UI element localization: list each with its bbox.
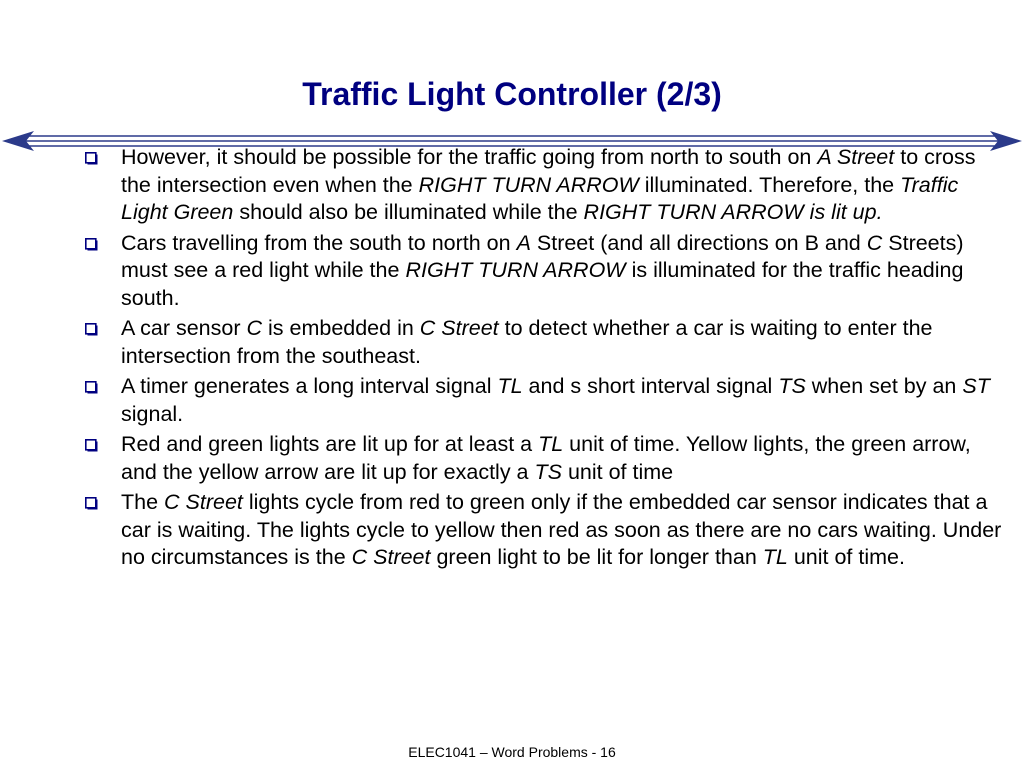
bullet-text: Streets) must see a red light while the xyxy=(121,230,964,282)
bullet-text-italic: C Street xyxy=(419,316,499,340)
bullet-item xyxy=(82,431,1002,486)
bullet-text: should also be illuminated while the xyxy=(233,200,584,224)
bullet-text-italic: RIGHT TURN ARROW is lit up. xyxy=(583,200,883,224)
bullet-text: and s short interval signal xyxy=(522,374,779,398)
bullet-text: illuminated. Therefore, the xyxy=(638,172,901,197)
bullet-list xyxy=(82,144,1002,575)
bullet-text: is embedded in xyxy=(262,316,420,340)
bullet-text: Street (and all directions on B and xyxy=(530,230,867,255)
bullet-text-italic: C Street xyxy=(351,545,431,569)
hollow-square-bullet-icon xyxy=(85,439,98,452)
bullet-text-italic: ST xyxy=(962,374,990,398)
hollow-square-bullet-icon xyxy=(85,381,98,394)
bullet-text: Red and green lights are lit up for at least a xyxy=(121,432,539,456)
bullet-text-italic: TL xyxy=(538,432,564,456)
bullet-text: to detect whether a car is waiting to enter the intersection from the southeast. xyxy=(121,316,933,368)
bullet-text: unit of time. Yellow lights, the green arrow, and the yellow arrow are lit up for exactly a xyxy=(121,432,971,484)
bullet-item xyxy=(82,230,1002,313)
hollow-square-bullet-icon xyxy=(85,152,98,165)
bullet-text-italic: C Street xyxy=(164,490,243,514)
bullet-text: when set by an xyxy=(805,374,963,398)
bullet-text: However, it should be possible for the traffic going from north to south on xyxy=(121,145,818,169)
bullet-text-italic: C xyxy=(246,316,263,340)
bullet-text: A timer generates a long interval signal xyxy=(121,374,498,398)
bullet-text: unit of time. xyxy=(787,545,905,569)
bullet-text: lights cycle from red to green only if the embedded car sensor indicates that a car is waiting. The lights cycle to yellow then red as soon as there are no cars waiting. Under no circumstances is the xyxy=(121,490,1002,569)
bullet-text-italic: TL xyxy=(762,545,788,569)
bullet-text-italic: RIGHT TURN ARROW xyxy=(405,258,626,282)
hollow-square-bullet-icon xyxy=(85,323,98,336)
bullet-text-italic: A Street xyxy=(817,145,895,169)
bullet-text: is illuminated for the traffic heading south. xyxy=(121,258,964,310)
bullet-item xyxy=(82,144,1002,227)
bullet-text-italic: Traffic Light Green xyxy=(121,172,959,224)
bullet-text: The xyxy=(121,490,165,514)
bullet-text-italic: C xyxy=(866,230,883,255)
bullet-text: green light to be lit for longer than xyxy=(430,545,763,569)
bullet-text-italic: TS xyxy=(534,459,562,484)
bullet-item xyxy=(82,489,1002,572)
hollow-square-bullet-icon xyxy=(85,238,98,251)
bullet-text-italic: TS xyxy=(778,374,806,398)
bullet-text: unit of time xyxy=(561,459,674,484)
slide-footer: ELEC1041 – Word Problems - 16 xyxy=(408,744,616,760)
bullet-item xyxy=(82,315,1002,370)
bullet-text-italic: A xyxy=(516,230,531,255)
bullet-text-italic: TL xyxy=(497,374,523,398)
bullet-item xyxy=(82,373,1002,428)
bullet-text: to cross the intersection even when the xyxy=(121,145,976,197)
bullet-text-italic: RIGHT TURN ARROW xyxy=(418,172,639,197)
bullet-text: Cars travelling from the south to north on xyxy=(121,230,517,255)
bullet-text: A car sensor xyxy=(121,316,247,340)
bullet-text: signal. xyxy=(121,401,184,426)
hollow-square-bullet-icon xyxy=(85,497,98,510)
slide-title: Traffic Light Controller (2/3) xyxy=(302,76,722,112)
